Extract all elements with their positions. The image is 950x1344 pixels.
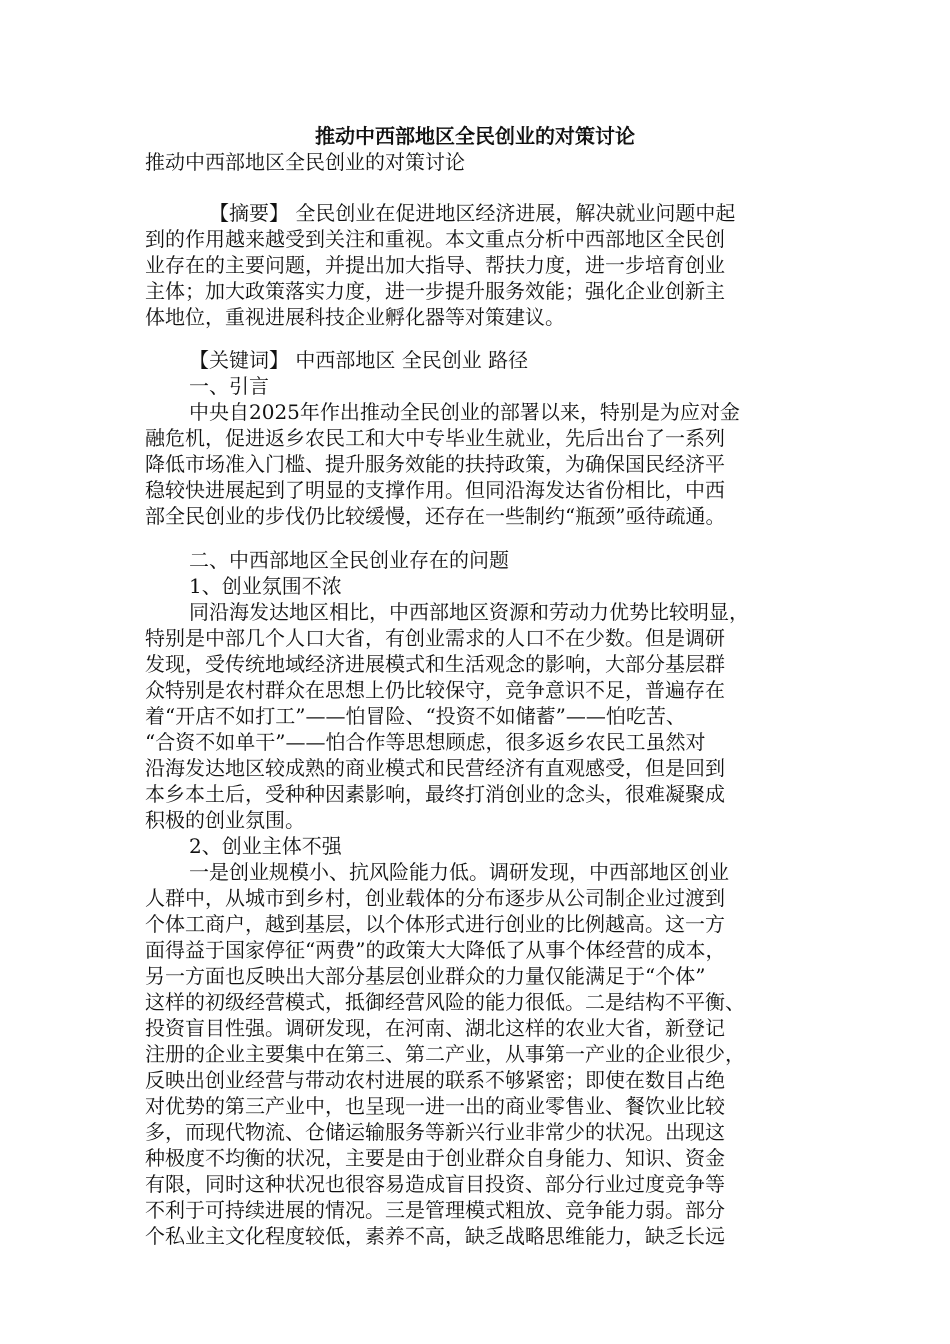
abstract-paragraph [145, 200, 805, 330]
document-title: 推动中西部地区全民创业的对策讨论 [315, 124, 635, 148]
keywords-line: 【关键词】 中西部地区 全民创业 路径 [189, 348, 529, 372]
body-line: 个私业主文化程度较低，素养不高，缺乏战略思维能力，缺乏长远 [145, 1224, 725, 1248]
body-line: 个体工商户，越到基层，以个体形式进行创业的比例越高。这一方 [145, 912, 725, 936]
body-line: 同沿海发达地区相比，中西部地区资源和劳动力优势比较明显， [189, 600, 749, 624]
body-line: 积极的创业氛围。 [145, 808, 305, 832]
body-line: 注册的企业主要集中在第三、第二产业，从事第一产业的企业很少， [145, 1042, 745, 1066]
body-line: 这样的初级经营模式，抵御经营风险的能力很低。二是结构不平衡、 [145, 990, 745, 1014]
body-line: 反映出创业经营与带动农村进展的联系不够紧密；即使在数目占绝 [145, 1068, 725, 1092]
body-line: 面得益于国家停征“两费”的政策大大降低了从事个体经营的成本， [145, 938, 726, 962]
body-line: 发现，受传统地域经济进展模式和生活观念的影响，大部分基层群 [145, 652, 725, 676]
keywords-section [145, 347, 805, 529]
document-subtitle: 推动中西部地区全民创业的对策讨论 [145, 150, 465, 174]
body-line: 有限，同时这种状况也很容易造成盲目投资、部分行业过度竞争等 [145, 1172, 725, 1196]
abstract-line: 业存在的主要问题，并提出加大指导、帮扶力度，进一步培育创业 [145, 253, 725, 277]
section-heading: 一、引言 [189, 374, 269, 398]
body-line: 人群中，从城市到乡村，创业载体的分布逐步从公司制企业过渡到 [145, 886, 725, 910]
body-line: 投资盲目性强。调研发现，在河南、湖北这样的农业大省，新登记 [145, 1016, 725, 1040]
body-line: “合资不如单干”——怕合作等思想顾虑，很多返乡农民工虽然对 [145, 730, 706, 754]
abstract-line: 体地位，重视进展科技企业孵化器等对策建议。 [145, 305, 565, 329]
intro-line: 中央自2025年作出推动全民创业的部署以来，特别是为应对金 [189, 400, 740, 424]
body-line: 不利于可持续进展的情况。三是管理模式粗放、竞争能力弱。部分 [145, 1198, 725, 1222]
body-line: 种极度不均衡的状况，主要是由于创业群众自身能力、知识、资金 [145, 1146, 725, 1170]
body-line: 着“开店不如打工”——怕冒险、“投资不如储蓄”——怕吃苦、 [145, 704, 686, 728]
body-line: 本乡本土后，受种种因素影响，最终打消创业的念头，很难凝聚成 [145, 782, 725, 806]
body-line: 特别是中部几个人口大省，有创业需求的人口不在少数。但是调研 [145, 626, 725, 650]
abstract-line: 【摘要】 全民创业在促进地区经济进展，解决就业问题中起 [209, 201, 736, 225]
body-line: 众特别是农村群众在思想上仍比较保守，竞争意识不足，普遍存在 [145, 678, 725, 702]
section-heading: 二、中西部地区全民创业存在的问题 [189, 548, 509, 572]
body-line: 多，而现代物流、仓储运输服务等新兴行业非常少的状况。出现这 [145, 1120, 725, 1144]
abstract-line: 主体；加大政策落实力度，进一步提升服务效能；强化企业创新主 [145, 279, 725, 303]
intro-line: 部全民创业的步伐仍比较缓慢，还存在一些制约“瓶颈”亟待疏通。 [145, 504, 726, 528]
intro-line: 降低市场准入门槛、提升服务效能的扶持政策，为确保国民经济平 [145, 452, 725, 476]
intro-line: 融危机，促进返乡农民工和大中专毕业生就业，先后出台了一系列 [145, 426, 725, 450]
section2 [145, 547, 805, 1249]
subsection-heading: 1、创业氛围不浓 [189, 574, 342, 598]
body-line: 一是创业规模小、抗风险能力低。调研发现，中西部地区创业 [189, 860, 729, 884]
body-line: 对优势的第三产业中，也呈现一进一出的商业零售业、餐饮业比较 [145, 1094, 725, 1118]
body-line: 另一方面也反映出大部分基层创业群众的力量仅能满足于“个体” [145, 964, 706, 988]
body-line: 沿海发达地区较成熟的商业模式和民营经济有直观感受，但是回到 [145, 756, 725, 780]
abstract-line: 到的作用越来越受到关注和重视。本文重点分析中西部地区全民创 [145, 227, 725, 251]
subsection-heading: 2、创业主体不强 [189, 834, 342, 858]
intro-line: 稳较快进展起到了明显的支撑作用。但同沿海发达省份相比，中西 [145, 478, 725, 502]
